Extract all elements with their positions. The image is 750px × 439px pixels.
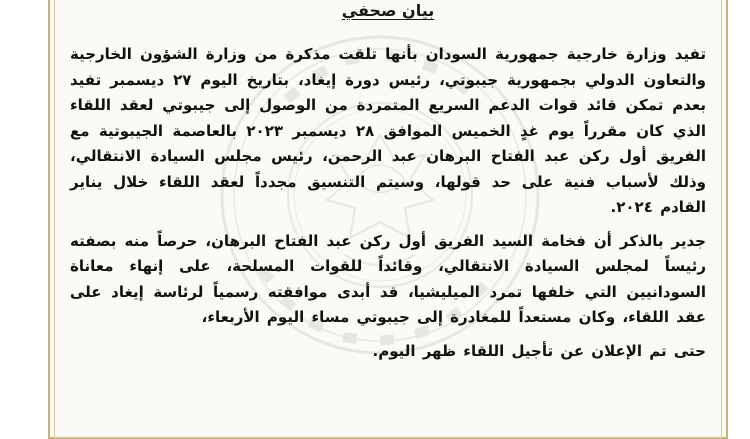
page-title-text: بيان صحفي (341, 1, 435, 20)
paragraph-3: حتى تم الإعلان عن تأجيل اللقاء ظهر اليوم. (372, 341, 706, 360)
paragraph-1: تفيد وزارة خارجية جمهورية السودان بأنها تلقت مذكرة من وزارة الشؤون الخارجية والتعاون الدولي بجمهورية جيبوتي، رئيس دورة إيغاد، بتاريخ اليوم ٢٧ ديسمبر تفيد بعدم تمكن قائد قوات الدعم السريع المتمردة من الوصول إلى جيبوتي لعقد اللقاء الذي كان مقرراً يوم غدٍ الخميس الموافق ٢٨ ديسمبر ٢٠٢٣ بالعاصمة الجيبوتية مع الفريق أول ركن عبد الفتاح البرهان عبد الرحمن، رئيس مجلس السيادة الانتقالي، وذلك لأسباب فنية على حد قولها، وسيتم التنسيق مجدداً لعقد اللقاء خلال يناير القادم ٢٠٢٤. (70, 45, 706, 216)
press-release (70, 0, 706, 430)
paragraph-2: جدير بالذكر أن فخامة السيد الفريق أول ركن عبد الفتاح البرهان، حرصاً منه بصفته رئيساً لمجلس السيادة الانتقالي، وقائداً للقوات المسلحة، على إنهاء معاناة السودانيين التي خلفها تمرد الميليشيا، قد أبدى موافقته رسمياً لرئاسة إيغاد على عقد اللقاء، وكان مستعداً للمغادرة إلى جيبوتي مساء اليوم الأربعاء، (70, 231, 706, 326)
page-title (70, 0, 706, 24)
